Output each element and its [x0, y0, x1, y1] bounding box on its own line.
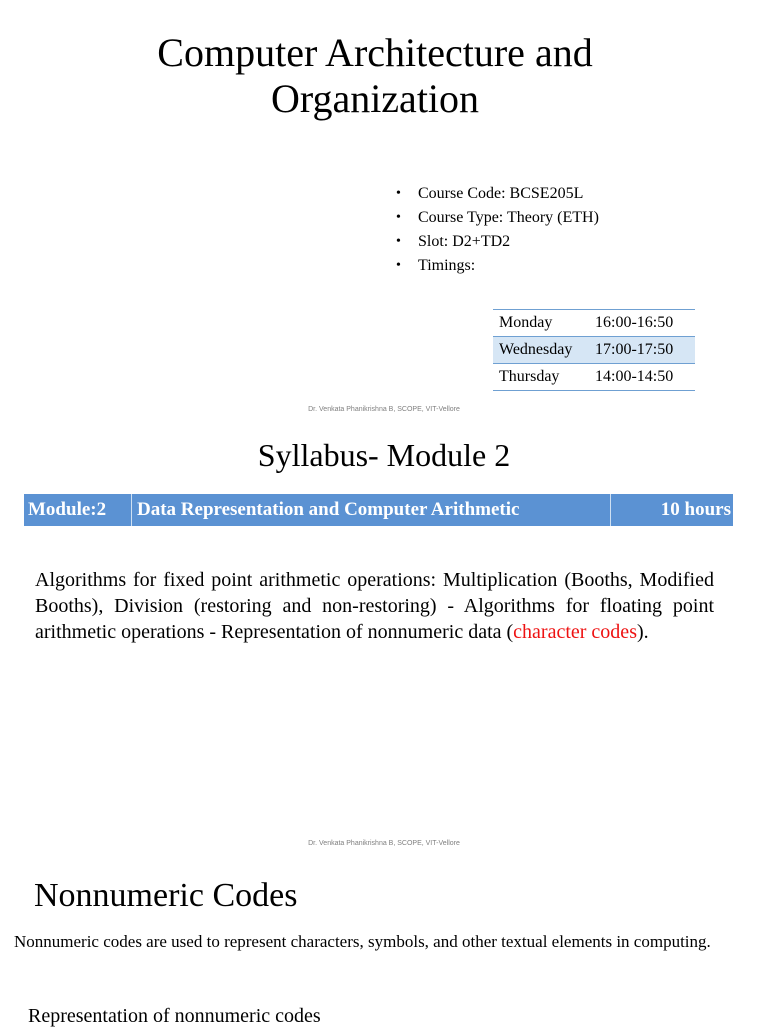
- slide2-title: Syllabus- Module 2: [257, 437, 511, 473]
- slide1-title: [60, 30, 690, 122]
- highlighted-term: character codes: [513, 621, 637, 643]
- module-header-bar: [24, 494, 733, 526]
- module-description: [35, 567, 714, 645]
- course-type: Course Type: Theory (ETH): [418, 209, 599, 226]
- timings-table: [493, 309, 695, 391]
- table-row: [493, 364, 695, 391]
- bullet-icon: •: [396, 186, 401, 201]
- timing-day: Wednesday: [493, 337, 589, 364]
- table-row: [493, 310, 695, 337]
- module-description-text: Algorithms for fixed point arithmetic operations: Multiplication (Booths, Modified Booths), Division (restoring and non-restoring) - Algorithms for floating point arithmetic operations - Representation of nonnumeric data (: [35, 569, 714, 643]
- bullet-icon: •: [396, 258, 401, 273]
- slide1-title-line2: Organization: [270, 76, 480, 121]
- slide3-title: Nonnumeric Codes: [34, 877, 298, 914]
- course-slot: Slot: D2+TD2: [418, 233, 511, 250]
- timing-day: Monday: [493, 310, 589, 337]
- module-number: Module:2: [24, 494, 132, 526]
- representation-subheading: Representation of nonnumeric codes: [28, 1005, 321, 1027]
- table-row: [493, 337, 695, 364]
- timing-time: 14:00-14:50: [589, 364, 695, 391]
- course-timings-label: Timings:: [418, 257, 476, 274]
- bullet-icon: •: [396, 234, 401, 249]
- slide2-footer: Dr. Venkata Phanikrishna B, SCOPE, VIT-Vellore: [308, 840, 460, 847]
- slide1-title-line1: Computer Architecture and: [157, 30, 593, 75]
- bullet-icon: •: [396, 210, 401, 225]
- timing-time: 16:00-16:50: [589, 310, 695, 337]
- list-item: [394, 254, 599, 278]
- module-title: Data Representation and Computer Arithmetic: [132, 494, 611, 526]
- timing-day: Thursday: [493, 364, 589, 391]
- timing-time: 17:00-17:50: [589, 337, 695, 364]
- list-item: [394, 182, 599, 206]
- list-item: [394, 230, 599, 254]
- course-info-list: [394, 182, 599, 278]
- course-code: Course Code: BCSE205L: [418, 185, 584, 202]
- list-item: [394, 206, 599, 230]
- slide1-footer: Dr. Venkata Phanikrishna B, SCOPE, VIT-Vellore: [308, 406, 460, 413]
- nonnumeric-description: Nonnumeric codes are used to represent characters, symbols, and other textual elements in computing.: [14, 932, 711, 951]
- module-description-end: ).: [636, 621, 649, 643]
- module-hours: 10 hours: [660, 499, 731, 520]
